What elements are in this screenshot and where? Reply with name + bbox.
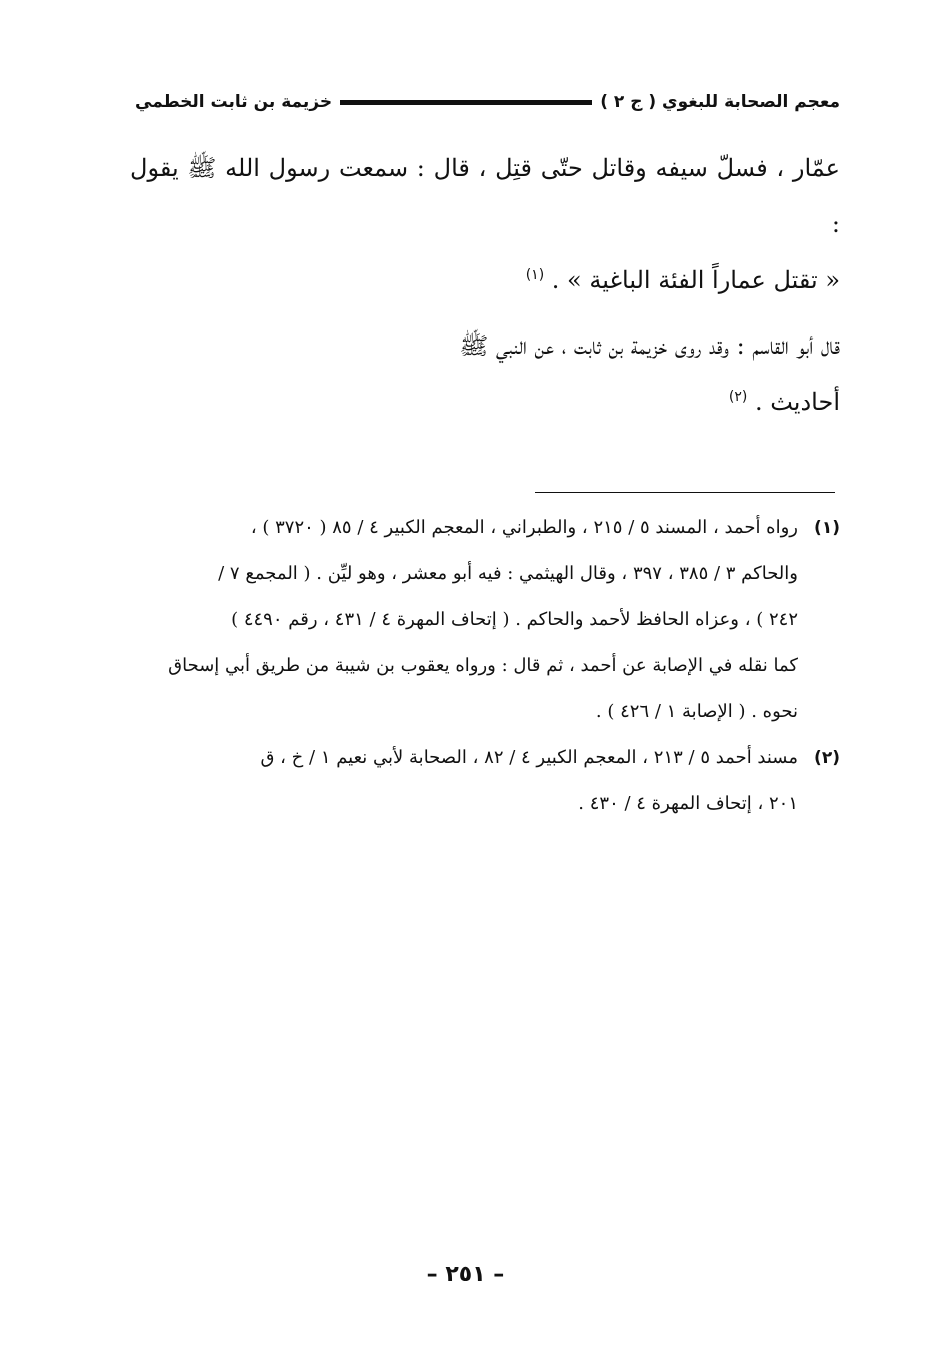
footnote-1-number: (١) — [814, 518, 840, 538]
paragraph-1 — [130, 140, 840, 308]
footnote-1 — [115, 505, 840, 735]
footnote-1-line: رواه أحمد ، المسند ٥ / ٢١٥ ، والطبراني ، المعجم الكبير ٤ / ٨٥ ( ٣٧٢٠ ) ، — [250, 517, 798, 538]
footnote-1-line: نحوه . ( الإصابة ١ / ٤٢٦ ) . — [595, 701, 798, 722]
footnote-1-line: والحاكم ٣ / ٣٨٥ ، ٣٩٧ ، وقال الهيثمي : فيه أبو معشر ، وهو ليِّن . ( المجمع ٧ / — [218, 563, 798, 584]
page-number: – ٢٥١ – — [426, 1262, 505, 1287]
footnote-2-line: ٢٠١ ، إتحاف المهرة ٤ / ٤٣٠ . — [578, 793, 798, 814]
footnote-2-line: مسند أحمد ٥ / ٢١٣ ، المعجم الكبير ٤ / ٨٢ ، الصحابة لأبي نعيم ١ / خ ، ق — [260, 747, 798, 768]
header-entry-title: خزيمة بن ثابت الخطمي — [135, 92, 333, 112]
footnote-2 — [115, 735, 840, 827]
footnote-ref-2[interactable]: (٢) — [728, 389, 748, 405]
footnote-separator — [535, 492, 835, 493]
header-rule — [340, 100, 592, 105]
footnote-2-text — [115, 735, 798, 827]
footnote-1-line: كما نقله في الإصابة عن أحمد ، ثم قال : ورواه يعقوب بن شيبة من طريق أبي إسحاق — [168, 655, 798, 676]
header-book-title: معجم الصحابة للبغوي ( ج ٢ ) — [600, 92, 840, 112]
main-text — [130, 140, 840, 430]
footnotes — [115, 505, 840, 827]
paragraph-1-line-2: « تقتل عماراً الفئة الباغية » . — [551, 266, 840, 294]
footnote-1-text — [115, 505, 798, 735]
running-header — [135, 88, 840, 116]
paragraph-2-line-1: قال أبو القاسم : وقد روى خزيمة بن ثابت ، عن النبي ﷺ — [459, 332, 840, 360]
paragraph-2-line-2: أحاديث . — [754, 388, 840, 416]
footnote-2-number: (٢) — [814, 748, 840, 768]
paragraph-1-line-1: عمّار ، فسلّ سيفه وقاتل حتّى قتِل ، قال : سمعت رسول الله ﷺ يقول : — [130, 154, 840, 238]
footnote-1-line: ٢٤٢ ) ، وعزاه الحافظ لأحمد والحاكم . ( إتحاف المهرة ٤ / ٤٣١ ، رقم ٤٤٩٠ ) — [231, 609, 798, 630]
footnote-ref-1[interactable]: (١) — [525, 267, 545, 283]
paragraph-2 — [130, 318, 840, 430]
